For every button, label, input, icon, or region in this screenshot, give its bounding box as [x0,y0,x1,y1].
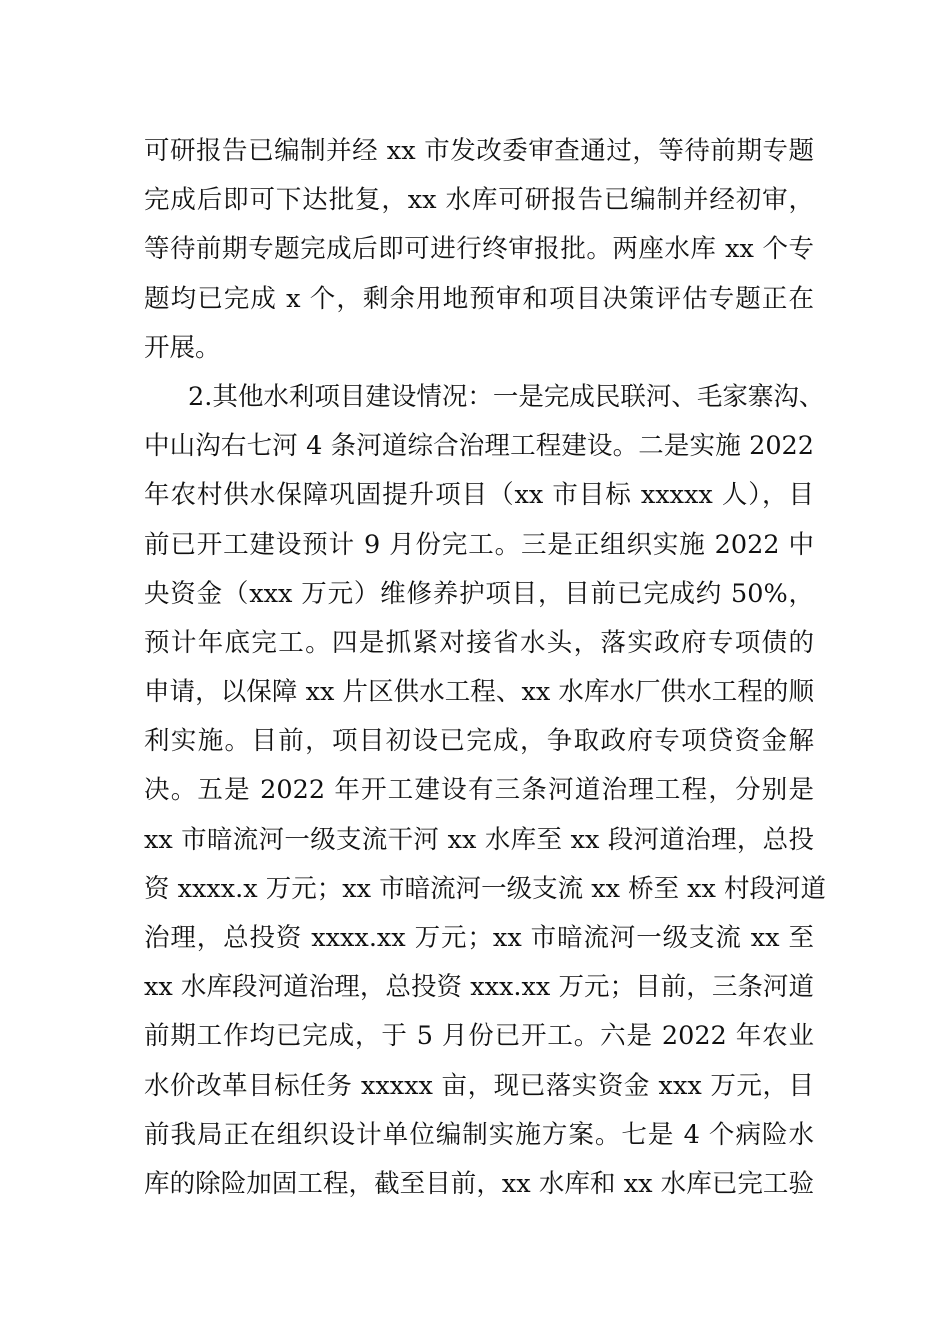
text-line: 完成后即可下达批复，xx 水库可研报告已编制并经初审， [144,185,814,216]
text-line: 前期工作均已完成，于 5 月份已开工。六是 2022 年农业 [144,1021,814,1052]
text-line: 央资金（xxx 万元）维修养护项目，目前已完成约 50%， [144,578,814,609]
text-line: 预计年底完工。四是抓紧对接省水头，落实政府专项债的 [144,627,814,658]
text-line: 等待前期专题完成后即可进行终审报批。两座水库 xx 个专 [144,234,814,265]
text-line: 前我局正在组织设计单位编制实施方案。七是 4 个病险水 [144,1119,814,1150]
text-line: 申请，以保障 xx 片区供水工程、xx 水库水厂供水工程的顺 [144,677,814,708]
text-line: 前已开工建设预计 9 月份完工。三是正组织实施 2022 中 [144,529,814,560]
document-body [144,127,827,1209]
text-line: 题均已完成 x 个，剩余用地预审和项目决策评估专题正在 [144,283,814,314]
text-line: 决。五是 2022 年开工建设有三条河道治理工程，分别是 [144,775,814,806]
text-line: 利实施。目前，项目初设已完成，争取政府专项贷资金解 [144,726,814,757]
text-line: 水价改革目标任务 xxxxx 亩，现已落实资金 xxx 万元，目 [144,1070,814,1101]
text-line: xx 水库段河道治理，总投资 xxx.xx 万元；目前，三条河道 [144,972,814,1003]
text-line: 开展。 [144,332,221,363]
paragraph-1 [144,127,814,373]
paragraph-2 [144,373,827,1209]
text-line: xx 市暗流河一级支流干河 xx 水库至 xx 段河道治理，总投 [144,824,814,855]
text-line: 中山沟右七河 4 条河道综合治理工程建设。二是实施 2022 [144,431,814,462]
text-line: 治理，总投资 xxxx.xx 万元；xx 市暗流河一级支流 xx 至 [144,923,814,953]
text-line: 2.其他水利项目建设情况：一是完成民联河、毛家寨沟、 [188,381,825,412]
text-line: 可研报告已编制并经 xx 市发改委审查通过，等待前期专题 [144,136,814,166]
text-line: 库的除险加固工程，截至目前，xx 水库和 xx 水库已完工验 [144,1168,814,1199]
text-line: 资 xxxx.x 万元；xx 市暗流河一级支流 xx 桥至 xx 村段河道 [144,873,827,904]
text-line: 年农村供水保障巩固提升项目（xx 市目标 xxxxx 人），目 [144,480,814,511]
